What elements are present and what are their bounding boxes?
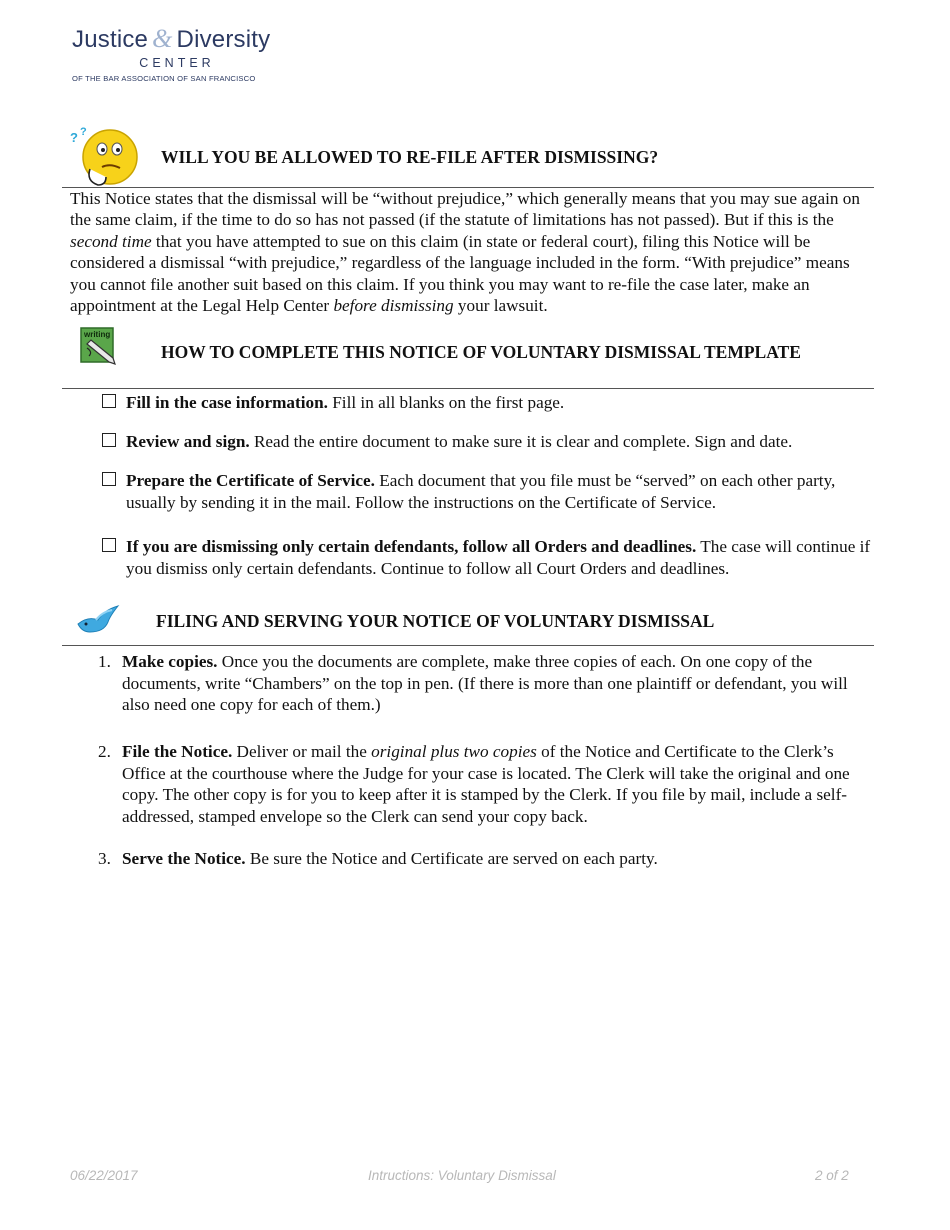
refile-text-part2: that you have attempted to sue on this claim (in state or federal court), filing this Notice will be considered a dismissal “with prejudice,” regardless of the language included in the form. “With prejudice” means you cannot file another suit based on this claim. If you think you may want to re-file the case later, make an appointment at the Legal Help Center	[70, 231, 850, 316]
section-heading-refile: WILL YOU BE ALLOWED TO RE-FILE AFTER DISMISSING?	[161, 147, 659, 167]
numbered-item-text	[122, 848, 858, 870]
checklist-item-bold: If you are dismissing only certain defendants, follow all Orders and deadlines.	[126, 537, 697, 556]
footer-title: Intructions: Voluntary Dismissal	[368, 1168, 556, 1183]
logo-word-diversity: Diversity	[176, 26, 271, 53]
section-divider	[62, 388, 874, 389]
organization-logo	[72, 24, 292, 83]
checklist-item-body: Each document that you file must be “served” on each other party, usually by sending it in the mail. Follow the instructions on the Certificate of Service.	[126, 471, 836, 512]
checklist-item-text	[126, 470, 872, 513]
refile-paragraph	[70, 188, 878, 316]
logo-word-justice: Justice	[72, 26, 149, 53]
checklist-item-text	[126, 392, 872, 414]
logo-center-text: CENTER	[139, 56, 215, 70]
refile-emphasis-before-dismissing: before dismissing	[333, 296, 454, 316]
svg-text:?: ?	[70, 130, 78, 145]
numbered-item-serve-notice	[98, 848, 858, 870]
checklist-item-bold: Review and sign.	[126, 432, 250, 451]
section-divider	[62, 645, 874, 646]
section-heading-how-to-complete: HOW TO COMPLETE THIS NOTICE OF VOLUNTARY DISMISSAL TEMPLATE	[161, 342, 801, 362]
checklist-item-review-sign	[102, 431, 872, 453]
item-number: 2.	[98, 742, 111, 761]
flying-bird-icon	[74, 602, 124, 638]
checklist-item-text	[126, 431, 872, 453]
numbered-item-body: Be sure the Notice and Certificate are served on each party.	[245, 849, 658, 868]
checkbox[interactable]	[102, 472, 116, 486]
numbered-item-bold: Make copies.	[122, 652, 218, 671]
numbered-item-body: Deliver or mail the	[232, 742, 372, 761]
numbered-item-make-copies	[98, 651, 858, 716]
logo-wordmark	[72, 24, 292, 54]
checklist-item-body: The case will continue if you dismiss only certain defendants. Continue to follow all Court Orders and deadlines.	[126, 537, 871, 578]
refile-emphasis-second-time: second time	[70, 231, 152, 251]
item-number: 3.	[98, 849, 111, 868]
checklist-item-body: Read the entire document to make sure it is clear and complete. Sign and date.	[249, 432, 793, 451]
writing-pencil-icon	[79, 326, 121, 366]
section-heading-filing-serving: FILING AND SERVING YOUR NOTICE OF VOLUNTARY DISMISSAL	[156, 611, 715, 631]
thinking-face-icon	[68, 125, 140, 189]
writing-icon-label: writing	[84, 330, 111, 339]
refile-text-part1: This Notice states that the dismissal will be “without prejudice,” which generally means that you may sue again on the same claim, if the time to do so has not passed (if the statute of limitations has not passed). But if this is the	[70, 189, 860, 230]
svg-text:?: ?	[80, 126, 87, 138]
checklist-item-text	[126, 536, 872, 579]
refile-text-part3: your lawsuit.	[453, 296, 548, 316]
logo-org-text: OF THE BAR ASSOCIATION OF SAN FRANCISCO	[72, 74, 256, 83]
numbered-item-body: Once you the documents are complete, make three copies of each. On one copy of the documents, write “Chambers” on the top in pen. (If there is more than one plaintiff or defendant, you will also need one copy for each of them.)	[122, 652, 848, 715]
numbered-item-bold: Serve the Notice.	[122, 849, 246, 868]
numbered-item-bold: File the Notice.	[122, 742, 233, 761]
checklist-item-bold: Prepare the Certificate of Service.	[126, 471, 375, 490]
footer-page-number: 2 of 2	[815, 1168, 849, 1183]
checklist-item-bold: Fill in the case information.	[126, 393, 328, 412]
checkbox[interactable]	[102, 433, 116, 447]
numbered-item-file-notice	[98, 741, 858, 827]
checkbox[interactable]	[102, 394, 116, 408]
numbered-item-text	[122, 651, 858, 716]
checklist-item-certificate	[102, 470, 872, 513]
logo-ampersand: &	[152, 24, 173, 53]
checklist-item-body: Fill in all blanks on the first page.	[327, 393, 565, 412]
item-number: 1.	[98, 652, 111, 671]
checklist-item-case-info	[102, 392, 872, 414]
numbered-item-text	[122, 741, 858, 827]
checklist-item-certain-defendants	[102, 536, 872, 579]
footer-date: 06/22/2017	[70, 1168, 138, 1183]
checkbox[interactable]	[102, 538, 116, 552]
numbered-item-emphasis: original plus two copies	[371, 742, 537, 761]
numbered-item-body: of the Notice and Certificate to the Clerk’s Office at the courthouse where the Judge for your case is located. The Clerk will take the original and one copy. The other copy is for you to keep after it is stamped by the Clerk. If you file by mail, include a self-addressed, stamped envelope so the Clerk can send your copy back.	[122, 742, 850, 826]
